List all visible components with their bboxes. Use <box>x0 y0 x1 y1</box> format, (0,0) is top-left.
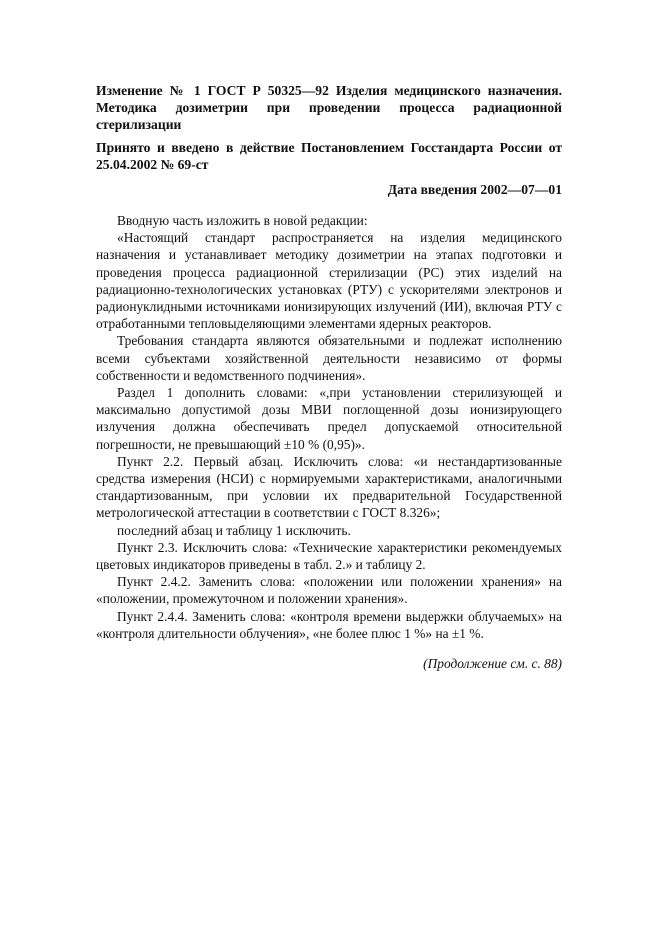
paragraph: «Настоящий стандарт распространяется на изделия медицинского назначения и устанавливает методику дозиметрии на этапах подготовки и проведения процесса радиационной стерилизации (PC) этих изделий на радиационно-технологических установках (РТУ) с ускорителями электронов и радионуклидными источниками ионизирующих излучений (ИИ), включая РТУ с отработанными тепловыделяющими элементами ядерных реакторов. <box>96 230 562 332</box>
document-title: Изменение № 1 ГОСТ Р 50325—92 Изделия медицинского назначения. Методика дозиметрии при проведении процесса радиационной стерилизации <box>96 83 562 132</box>
document-body <box>96 212 562 642</box>
paragraph: Пункт 2.4.2. Заменить слова: «положении или положении хранения» на «положении, промежуточном и положении хранения». <box>96 574 562 607</box>
paragraph: Пункт 2.3. Исключить слова: «Технические характеристики рекомендуемых цветовых индикаторов приведены в табл. 2.» и таблицу 2. <box>96 539 562 573</box>
effective-date: Дата введения 2002—07—01 <box>387 182 562 197</box>
continuation-note: (Продолжение см. с. 88) <box>423 656 562 672</box>
adoption-note: Принято и введено в действие Постановлением Госстандарта России от 25.04.2002 № 69-ст <box>96 140 562 172</box>
paragraph: Вводную часть изложить в новой редакции: <box>117 213 368 228</box>
paragraph: Требования стандарта являются обязательными и подлежат исполнению всеми субъектами хозяйственной деятельности независимо от формы собственности и ведомственного подчинения». <box>96 333 562 383</box>
paragraph: Раздел 1 дополнить словами: «,при установлении стерилизующей и максимально допустимой дозы МВИ поглощенной дозы ионизирующего излучения должна обеспечивать предел допускаемой относительной погрешности, не превышающий ±10 % (0,95)». <box>96 385 562 452</box>
paragraph: последний абзац и таблицу 1 исключить. <box>117 522 351 538</box>
paragraph: Пункт 2.2. Первый абзац. Исключить слова: «и нестандартизованные средства измерения (НСИ) с нормируемыми характеристиками, аналогичными стандартизованным, при условии их предварительной Государственной метрологической аттестации в соответствии с ГОСТ 8.326»; <box>96 453 562 521</box>
paragraph: Пункт 2.4.4. Заменить слова: «контроля времени выдержки облучаемых» на «контроля длительности облучения», «не более плюс 1 %» на ±1 %. <box>96 608 562 641</box>
document-page <box>96 82 562 672</box>
